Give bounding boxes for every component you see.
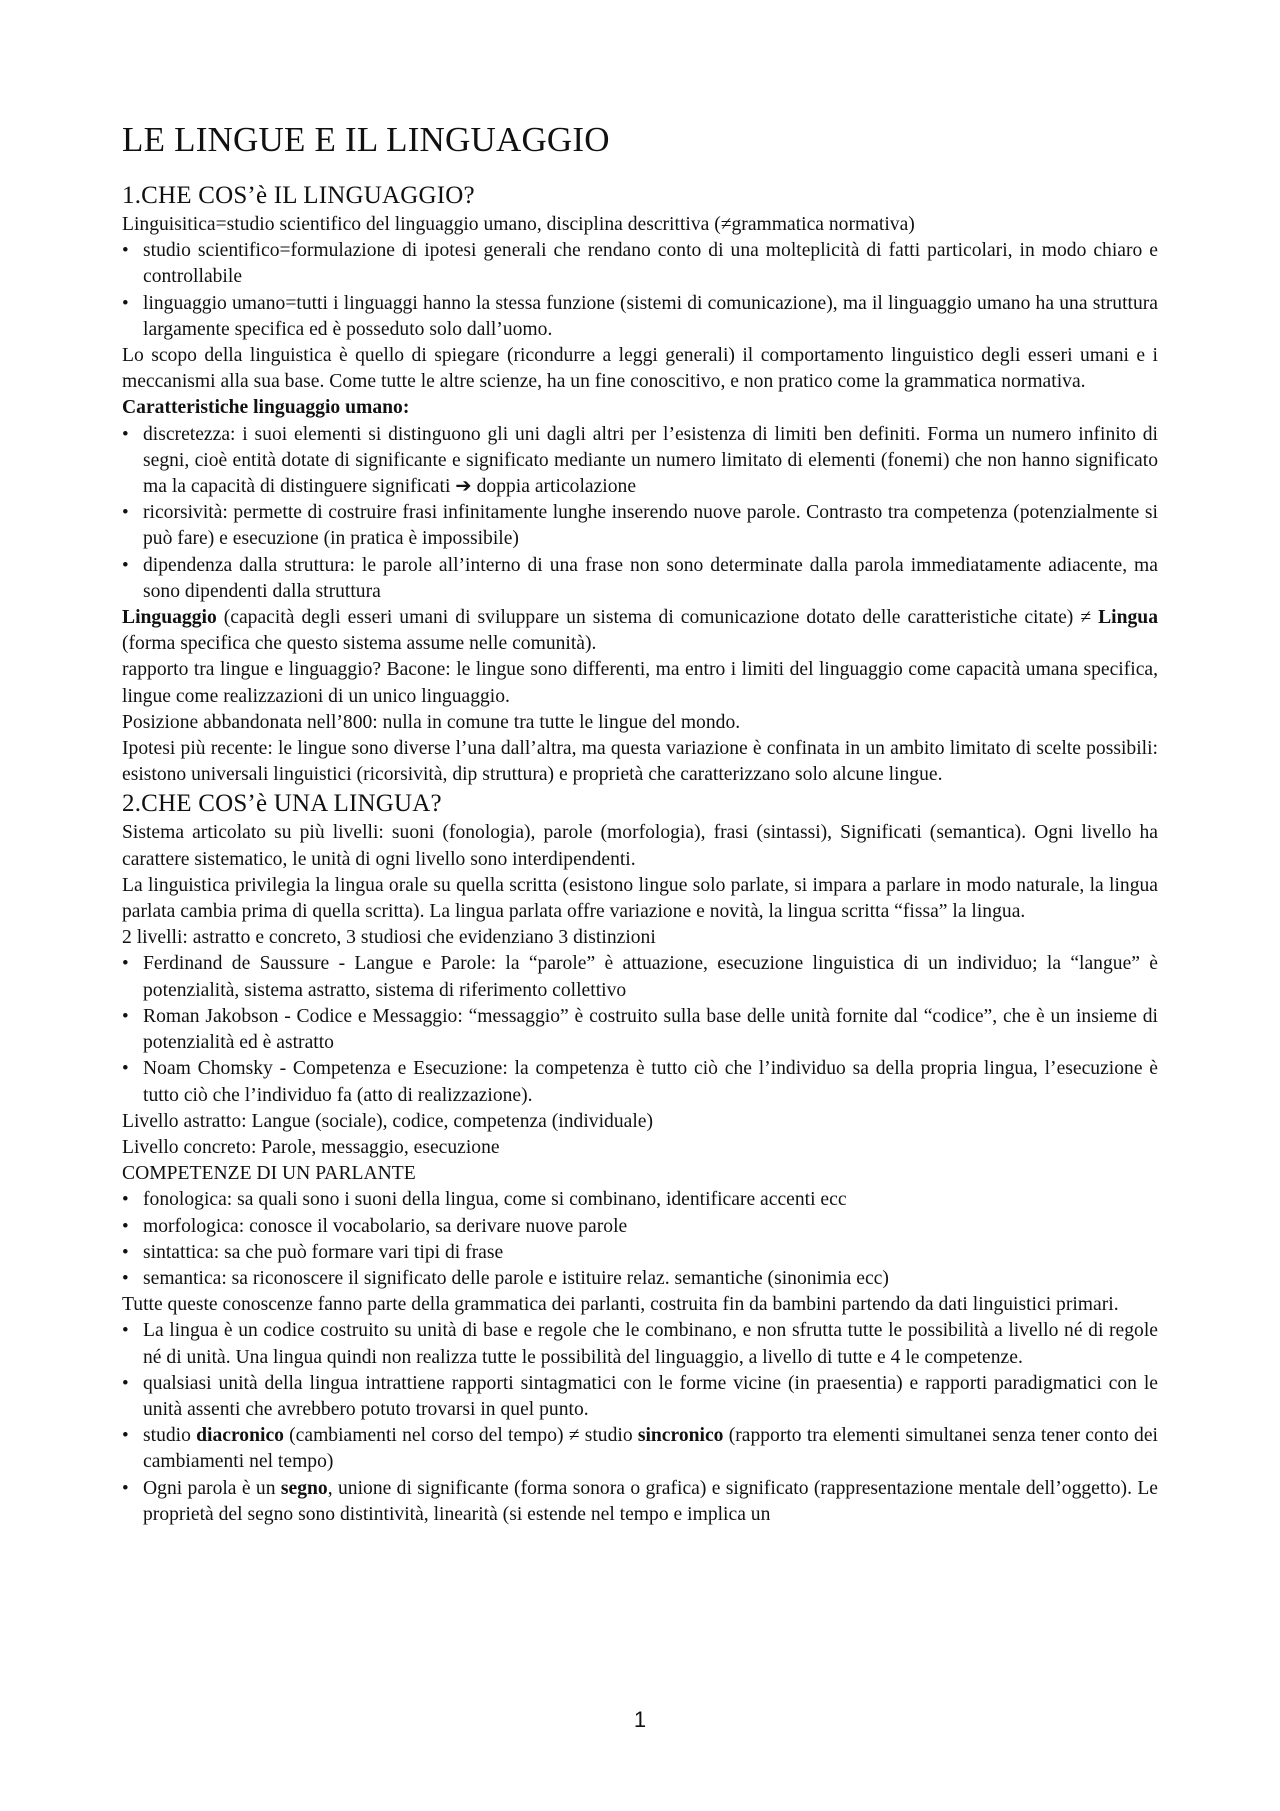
paragraph: Livello concreto: Parole, messaggio, esecuzione: [122, 1136, 500, 1158]
paragraph: rapporto tra lingue e linguaggio? Bacone: le lingue sono differenti, ma entro i limiti del linguaggio come capacità umana specifica, lingue come realizzazioni di un unico linguaggio.: [122, 659, 1158, 707]
paragraph: Ipotesi più recente: le lingue sono diverse l’una dall’altra, ma questa variazione è confinata in un ambito limitato di scelte possibili: esistono universali linguistici (ricorsività, dip struttura) e proprietà che caratterizzano solo alcune lingue.: [122, 738, 1158, 786]
text-run: (rapporto tra elementi simultanei senza tener conto dei cambiamenti nel tempo): [143, 1425, 1158, 1473]
list-item: • dipendenza dalla struttura: le parole all’interno di una frase non sono determinate dalla parola immediatamente adiacente, ma sono dipendenti dalla struttura: [122, 553, 1158, 605]
bullet-list: [122, 1318, 1158, 1528]
list-item: • Noam Chomsky - Competenza e Esecuzione: la competenza è tutto ciò che l’individuo sa della propria lingua, l’esecuzione è tutto ciò che l’individuo fa (atto di realizzazione).: [122, 1056, 1158, 1108]
list-item: • semantica: sa riconoscere il significato delle parole e istituire relaz. semantiche (sinonimia ecc): [122, 1266, 1158, 1292]
page-number: 1: [633, 1707, 647, 1732]
paragraph: Lo scopo della linguistica è quello di spiegare (ricondurre a leggi generali) il comportamento linguistico degli esseri umani e i meccanismi alla sua base. Come tutte le altre scienze, ha un fine conoscitivo, e non pratico come la grammatica normativa.: [122, 345, 1158, 393]
paragraph: Posizione abbandonata nell’800: nulla in comune tra tutte le lingue del mondo.: [122, 711, 741, 733]
subheading-text: Caratteristiche linguaggio umano:: [122, 397, 410, 419]
section-1-heading: 1.CHE COS’è IL LINGUAGGIO?: [122, 182, 475, 209]
paragraph: La linguistica privilegia la lingua orale su quella scritta (esistono lingue solo parlate, si impara a parlare in modo naturale, la lingua parlata cambia prima di quella scritta). La lingua parlata offre variazione e novità, la lingua scritta “fissa” la lingua.: [122, 874, 1158, 923]
paragraph: COMPETENZE DI UN PARLANTE: [122, 1163, 416, 1185]
paragraph: Tutte queste conoscenze fanno parte della grammatica dei parlanti, costruita fin da bambini partendo da dati linguistici primari.: [122, 1294, 1119, 1316]
list-item: • Ferdinand de Saussure - Langue e Parole: la “parole” è attuazione, esecuzione linguistica di un individuo; la “langue” è potenzialità, sistema astratto, sistema di riferimento collettivo: [122, 951, 1158, 1003]
bullet-list: [122, 1187, 1158, 1292]
text-run: (capacità degli esseri umani di sviluppare un sistema di comunicazione dotato delle caratteristiche citate) ≠: [216, 607, 1099, 629]
paragraph: Sistema articolato su più livelli: suoni (fonologia), parole (morfologia), frasi (sintassi), Significati (semantica). Ogni livello ha carattere sistematico, le unità di ogni livello sono interdipendenti.: [122, 822, 1158, 870]
list-item: • linguaggio umano=tutti i linguaggi hanno la stessa funzione (sistemi di comunicazione), ma il linguaggio umano ha una struttura largamente specifica ed è posseduto solo dall’uomo.: [122, 291, 1158, 343]
list-item: [122, 1423, 1158, 1475]
bold-term: segno: [280, 1477, 328, 1499]
text-run: (cambiamenti nel corso del tempo) ≠ studio: [283, 1425, 638, 1447]
bullet-list: [122, 238, 1158, 343]
list-item: • fonologica: sa quali sono i suoni della lingua, come si combinano, identificare accenti ecc: [122, 1187, 1158, 1213]
paragraph: 2 livelli: astratto e concreto, 3 studiosi che evidenziano 3 distinzioni: [122, 927, 656, 949]
bullet-list: [122, 951, 1158, 1108]
list-item: • ricorsività: permette di costruire frasi infinitamente lunghe inserendo nuove parole. Contrasto tra competenza (potenzialmente si può fare) e esecuzione (in pratica è impossibile): [122, 500, 1158, 552]
section-2-heading: 2.CHE COS’è UNA LINGUA?: [122, 790, 442, 818]
bold-term: Lingua: [1098, 607, 1158, 629]
paragraph: Livello astratto: Langue (sociale), codice, competenza (individuale): [122, 1110, 653, 1132]
paragraph: Linguisitica=studio scientifico del linguaggio umano, disciplina descrittiva (≠grammatica normativa): [122, 214, 915, 235]
list-item: • La lingua è un codice costruito su unità di base e regole che le combinano, e non sfrutta tutte le possibilità a livello né di regole né di unità. Una lingua quindi non realizza tutte le possibilità del linguaggio, a livello di tutte e 4 le competenze.: [122, 1318, 1158, 1370]
list-item: [122, 1476, 1158, 1528]
document-page: [122, 118, 1158, 1528]
list-item: • morfologica: conosce il vocabolario, sa derivare nuove parole: [122, 1214, 1158, 1240]
subheading: [122, 395, 1158, 421]
bold-term: sincronico: [637, 1425, 724, 1447]
document-title: LE LINGUE E IL LINGUAGGIO: [122, 120, 610, 159]
bold-term: Linguaggio: [122, 607, 217, 629]
bullet-list: [122, 422, 1158, 605]
list-item: • studio scientifico=formulazione di ipotesi generali che rendano conto di una molteplicità di fatti particolari, in modo chiaro e controllabile: [122, 238, 1158, 290]
text-run: , unione di significante (forma sonora o grafica) e significato (rappresentazione mentale dell’oggetto). Le proprietà del segno sono distintività, linearità (si estende nel tempo e implica un: [143, 1477, 1158, 1525]
list-item: • discretezza: i suoi elementi si distinguono gli uni dagli altri per l’esistenza di limiti ben definiti. Forma un numero infinito di segni, cioè entità dotate di significante e significato mediante un numero limitato di elementi (fonemi) che non hanno significato ma la capacità di distinguere significati ➔ doppia articolazione: [122, 422, 1158, 501]
bold-term: diacronico: [196, 1425, 284, 1447]
list-item: • sintattica: sa che può formare vari tipi di frase: [122, 1240, 1158, 1266]
list-item: • qualsiasi unità della lingua intrattiene rapporti sintagmatici con le forme vicine (in praesentia) e rapporti paradigmatici con le unità assenti che avrebbero potuto trovarsi in quel punto.: [122, 1371, 1158, 1423]
text-run: studio: [143, 1425, 197, 1447]
paragraph: [122, 605, 1158, 657]
text-run: (forma specifica che questo sistema assume nelle comunità).: [122, 633, 597, 655]
list-item: • Roman Jakobson - Codice e Messaggio: “messaggio” è costruito sulla base delle unità fornite dal “codice”, che è un insieme di potenzialità ed è astratto: [122, 1004, 1158, 1056]
text-run: Ogni parola è un: [143, 1477, 281, 1499]
